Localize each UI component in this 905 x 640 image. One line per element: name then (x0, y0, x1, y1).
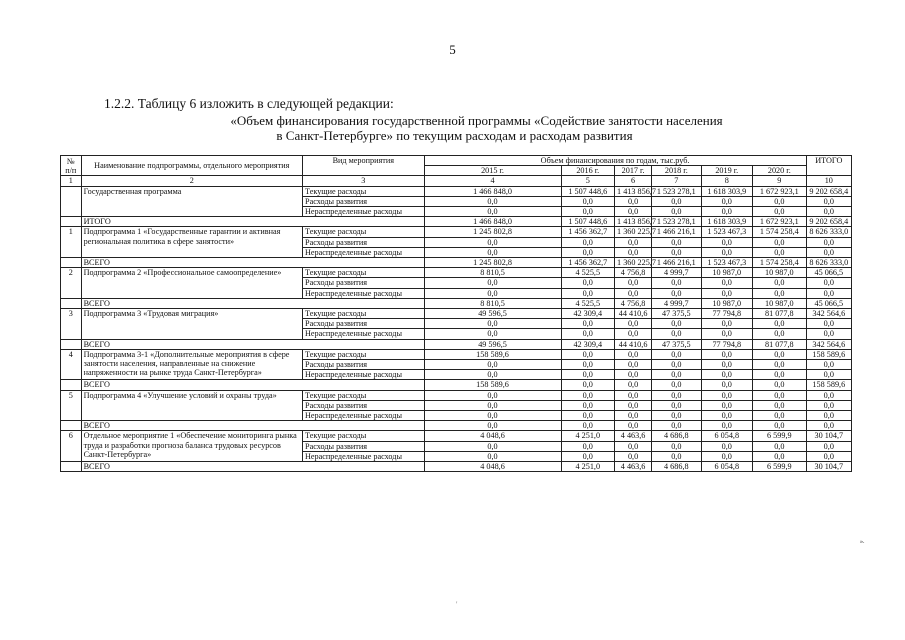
year-value: 81 077,8 (753, 309, 807, 319)
year-value: 0,0 (753, 329, 807, 339)
summary-value: 42 309,4 (561, 339, 615, 349)
year-value: 6 599,9 (753, 431, 807, 441)
summary-value: 1 466 216,1 (652, 258, 701, 268)
year-value: 77 794,8 (701, 309, 752, 319)
year-value: 1 456 362,7 (561, 227, 615, 237)
year-value: 1 523 278,1 (652, 186, 701, 196)
program-name: Подпрограмма 2 «Профессиональное самоопределение» (81, 268, 302, 299)
summary-label: ВСЕГО (81, 298, 424, 308)
year-header: 2020 г. (753, 166, 807, 176)
program-name: Отдельное мероприятие 1 «Обеспечение мониторинга рынка труда и разработки прогноза баланса трудовых ресурсов Санкт-Петербурга» (81, 431, 302, 462)
year-value: 0,0 (424, 370, 561, 380)
year-value: 0,0 (424, 360, 561, 370)
row-total: 0,0 (806, 370, 851, 380)
expense-type: Текущие расходы (303, 227, 425, 237)
year-value: 42 309,4 (561, 309, 615, 319)
summary-value: 4 756,8 (615, 298, 652, 308)
row-number: 5 (61, 390, 82, 421)
year-value: 0,0 (561, 247, 615, 257)
table-row (61, 309, 852, 319)
summary-label: ИТОГО (81, 217, 424, 227)
summary-value: 0,0 (701, 421, 752, 431)
program-name: Подпрограмма 3 «Трудовая миграция» (81, 309, 302, 340)
year-value: 0,0 (701, 237, 752, 247)
year-value: 0,0 (753, 278, 807, 288)
year-value: 0,0 (615, 329, 652, 339)
table-row (61, 268, 852, 278)
program-name: Государственная программа (81, 186, 302, 217)
year-value: 0,0 (652, 349, 701, 359)
expense-type: Расходы развития (303, 278, 425, 288)
row-total: 342 564,6 (806, 309, 851, 319)
end-quote-mark: ». (860, 539, 865, 545)
row-total: 0,0 (806, 288, 851, 298)
summary-spacer (61, 298, 82, 308)
summary-row (61, 298, 852, 308)
table-row (61, 431, 852, 441)
year-value: 0,0 (615, 451, 652, 461)
column-index-cell: 5 (561, 176, 615, 186)
row-total: 30 104,7 (806, 431, 851, 441)
row-number: 2 (61, 268, 82, 299)
year-value: 0,0 (652, 360, 701, 370)
year-header: 2017 г. (615, 166, 652, 176)
intro-line: 1.2.2. Таблицу 6 изложить в следующей редакции: (104, 96, 394, 111)
year-value: 0,0 (561, 451, 615, 461)
year-value: 0,0 (652, 247, 701, 257)
year-value: 0,0 (615, 278, 652, 288)
year-value: 0,0 (652, 411, 701, 421)
year-value: 0,0 (652, 451, 701, 461)
expense-type: Нераспределенные расходы (303, 451, 425, 461)
header-total: ИТОГО (806, 156, 851, 176)
row-total: 0,0 (806, 329, 851, 339)
year-value: 0,0 (701, 400, 752, 410)
row-total: 8 626 333,0 (806, 227, 851, 237)
year-value: 0,0 (561, 288, 615, 298)
summary-total: 45 066,5 (806, 298, 851, 308)
header-type: Вид мероприятия (303, 156, 425, 176)
summary-value: 6 054,8 (701, 462, 752, 472)
year-value: 4 048,6 (424, 431, 561, 441)
summary-value: 1 523 467,3 (701, 258, 752, 268)
expense-type: Расходы развития (303, 441, 425, 451)
year-value: 47 375,5 (652, 309, 701, 319)
year-value: 4 686,8 (652, 431, 701, 441)
column-index-cell: 10 (806, 176, 851, 186)
expense-type: Нераспределенные расходы (303, 329, 425, 339)
financing-table (60, 155, 852, 472)
year-value: 0,0 (652, 319, 701, 329)
summary-value: 1 360 225,7 (615, 258, 652, 268)
year-value: 0,0 (652, 207, 701, 217)
expense-type: Нераспределенные расходы (303, 207, 425, 217)
summary-label: ВСЕГО (81, 462, 424, 472)
year-value: 44 410,6 (615, 309, 652, 319)
row-total: 0,0 (806, 411, 851, 421)
summary-spacer (61, 421, 82, 431)
year-value: 0,0 (753, 451, 807, 461)
year-value: 0,0 (561, 360, 615, 370)
row-number: 1 (61, 227, 82, 258)
year-value: 4 463,6 (615, 431, 652, 441)
year-value: 0,0 (561, 349, 615, 359)
summary-value: 158 589,6 (424, 380, 561, 390)
summary-value: 4 999,7 (652, 298, 701, 308)
summary-spacer (61, 217, 82, 227)
summary-value: 1 574 258,4 (753, 258, 807, 268)
year-value: 1 507 448,6 (561, 186, 615, 196)
year-value: 0,0 (561, 196, 615, 206)
year-value: 0,0 (615, 441, 652, 451)
year-value: 0,0 (615, 237, 652, 247)
row-total: 45 066,5 (806, 268, 851, 278)
summary-value: 0,0 (424, 421, 561, 431)
expense-type: Текущие расходы (303, 349, 425, 359)
summary-total: 30 104,7 (806, 462, 851, 472)
summary-spacer (61, 258, 82, 268)
program-name: Подпрограмма 4 «Улучшение условий и охраны труда» (81, 390, 302, 421)
summary-value: 8 810,5 (424, 298, 561, 308)
row-total: 9 202 658,4 (806, 186, 851, 196)
year-value: 0,0 (424, 237, 561, 247)
expense-type: Нераспределенные расходы (303, 288, 425, 298)
year-header: 2019 г. (701, 166, 752, 176)
row-total: 158 589,6 (806, 349, 851, 359)
year-value: 0,0 (615, 400, 652, 410)
year-value: 0,0 (701, 247, 752, 257)
header-volume: Объем финансирования по годам, тыс.руб. (424, 156, 806, 166)
table-row (61, 227, 852, 237)
row-total: 0,0 (806, 441, 851, 451)
expense-type: Расходы развития (303, 400, 425, 410)
year-value: 0,0 (701, 360, 752, 370)
summary-value: 77 794,8 (701, 339, 752, 349)
row-number: 3 (61, 309, 82, 340)
row-number: 6 (61, 431, 82, 462)
summary-total: 0,0 (806, 421, 851, 431)
year-value: 0,0 (652, 390, 701, 400)
year-value: 0,0 (753, 360, 807, 370)
stray-mark: ' (456, 600, 458, 609)
summary-value: 1 618 303,9 (701, 217, 752, 227)
summary-row (61, 217, 852, 227)
summary-total: 158 589,6 (806, 380, 851, 390)
expense-type: Нераспределенные расходы (303, 370, 425, 380)
table-title-line-2: в Санкт-Петербурге» по текущим расходам и расходам развития (276, 128, 633, 143)
summary-value: 1 456 362,7 (561, 258, 615, 268)
year-value: 0,0 (615, 196, 652, 206)
year-value: 0,0 (615, 288, 652, 298)
expense-type: Текущие расходы (303, 309, 425, 319)
summary-value: 0,0 (753, 380, 807, 390)
year-value: 0,0 (652, 329, 701, 339)
summary-row (61, 462, 852, 472)
year-value: 0,0 (701, 441, 752, 451)
expense-type: Расходы развития (303, 237, 425, 247)
year-value: 1 360 225,7 (615, 227, 652, 237)
year-value: 0,0 (561, 390, 615, 400)
column-index-cell: 7 (652, 176, 701, 186)
expense-type: Расходы развития (303, 360, 425, 370)
year-value: 0,0 (424, 400, 561, 410)
year-value: 49 596,5 (424, 309, 561, 319)
year-value: 0,0 (424, 247, 561, 257)
summary-value: 0,0 (701, 380, 752, 390)
row-number (61, 186, 82, 217)
expense-type: Расходы развития (303, 196, 425, 206)
year-value: 0,0 (652, 196, 701, 206)
row-number: 4 (61, 349, 82, 380)
year-value: 0,0 (424, 329, 561, 339)
year-value: 0,0 (701, 451, 752, 461)
expense-type: Текущие расходы (303, 431, 425, 441)
summary-value: 1 466 848,0 (424, 217, 561, 227)
summary-value: 44 410,6 (615, 339, 652, 349)
summary-value: 10 987,0 (753, 298, 807, 308)
year-value: 0,0 (561, 400, 615, 410)
year-value: 10 987,0 (701, 268, 752, 278)
year-value: 4 999,7 (652, 268, 701, 278)
year-value: 10 987,0 (753, 268, 807, 278)
year-value: 0,0 (652, 441, 701, 451)
column-index-cell: 2 (81, 176, 302, 186)
summary-value: 0,0 (652, 421, 701, 431)
expense-type: Текущие расходы (303, 268, 425, 278)
year-value: 0,0 (753, 237, 807, 247)
year-value: 0,0 (424, 411, 561, 421)
year-header: 2016 г. (561, 166, 615, 176)
table-title-line-1: «Объем финансирования государственной программы «Содействие занятости населения (230, 113, 723, 128)
summary-total: 9 202 658,4 (806, 217, 851, 227)
page-number: 5 (449, 42, 456, 57)
year-value: 0,0 (424, 451, 561, 461)
expense-type: Расходы развития (303, 319, 425, 329)
row-total: 0,0 (806, 196, 851, 206)
column-index-cell: 4 (424, 176, 561, 186)
year-value: 6 054,8 (701, 431, 752, 441)
summary-value: 1 245 802,8 (424, 258, 561, 268)
year-value: 4 756,8 (615, 268, 652, 278)
year-value: 0,0 (753, 400, 807, 410)
summary-value: 4 525,5 (561, 298, 615, 308)
summary-spacer (61, 339, 82, 349)
program-name: Подпрограмма 1 «Государственные гарантии и активная региональная политика в сфере занятости» (81, 227, 302, 258)
year-value: 8 810,5 (424, 268, 561, 278)
expense-type: Текущие расходы (303, 390, 425, 400)
summary-label: ВСЕГО (81, 258, 424, 268)
row-total: 0,0 (806, 207, 851, 217)
column-index-cell: 1 (61, 176, 82, 186)
year-value: 158 589,6 (424, 349, 561, 359)
year-value: 0,0 (615, 411, 652, 421)
summary-value: 1 413 856,7 (615, 217, 652, 227)
summary-value: 4 251,0 (561, 462, 615, 472)
row-total: 0,0 (806, 319, 851, 329)
summary-total: 8 626 333,0 (806, 258, 851, 268)
summary-value: 0,0 (561, 421, 615, 431)
summary-label: ВСЕГО (81, 339, 424, 349)
year-value: 1 574 258,4 (753, 227, 807, 237)
summary-value: 1 672 923,1 (753, 217, 807, 227)
year-value: 0,0 (615, 390, 652, 400)
year-value: 0,0 (701, 411, 752, 421)
column-index-cell: 9 (753, 176, 807, 186)
summary-label: ВСЕГО (81, 421, 424, 431)
expense-type: Текущие расходы (303, 186, 425, 196)
row-total: 0,0 (806, 247, 851, 257)
year-value: 0,0 (701, 349, 752, 359)
year-value: 0,0 (753, 411, 807, 421)
column-index-cell: 6 (615, 176, 652, 186)
year-value: 1 466 216,1 (652, 227, 701, 237)
header-num: № п/п (61, 156, 82, 176)
row-total: 0,0 (806, 390, 851, 400)
year-value: 0,0 (424, 278, 561, 288)
year-value: 0,0 (652, 278, 701, 288)
year-value: 0,0 (615, 360, 652, 370)
year-value: 0,0 (615, 319, 652, 329)
summary-value: 4 048,6 (424, 462, 561, 472)
summary-row (61, 421, 852, 431)
year-value: 1 523 467,3 (701, 227, 752, 237)
row-total: 0,0 (806, 278, 851, 288)
summary-value: 10 987,0 (701, 298, 752, 308)
year-value: 0,0 (753, 349, 807, 359)
summary-value: 0,0 (753, 421, 807, 431)
table-row (61, 390, 852, 400)
year-value: 0,0 (615, 247, 652, 257)
summary-row (61, 380, 852, 390)
year-value: 0,0 (701, 390, 752, 400)
year-value: 0,0 (701, 196, 752, 206)
year-value: 0,0 (701, 319, 752, 329)
year-value: 0,0 (561, 207, 615, 217)
column-index-cell: 3 (303, 176, 425, 186)
year-value: 0,0 (424, 319, 561, 329)
summary-total: 342 564,6 (806, 339, 851, 349)
summary-value: 4 463,6 (615, 462, 652, 472)
row-total: 0,0 (806, 360, 851, 370)
year-value: 1 618 303,9 (701, 186, 752, 196)
year-value: 0,0 (424, 441, 561, 451)
year-value: 0,0 (561, 278, 615, 288)
year-value: 0,0 (424, 390, 561, 400)
year-value: 1 672 923,1 (753, 186, 807, 196)
summary-row (61, 339, 852, 349)
year-value: 0,0 (753, 207, 807, 217)
table-row (61, 186, 852, 196)
year-value: 0,0 (652, 400, 701, 410)
year-value: 0,0 (753, 247, 807, 257)
summary-value: 47 375,5 (652, 339, 701, 349)
year-value: 0,0 (701, 207, 752, 217)
row-total: 0,0 (806, 400, 851, 410)
summary-spacer (61, 380, 82, 390)
expense-type: Нераспределенные расходы (303, 411, 425, 421)
year-value: 0,0 (701, 288, 752, 298)
year-value: 4 525,5 (561, 268, 615, 278)
year-value: 0,0 (753, 441, 807, 451)
year-value: 0,0 (701, 329, 752, 339)
year-value: 0,0 (561, 329, 615, 339)
year-value: 1 466 848,0 (424, 186, 561, 196)
program-name: Подпрограмма 3-1 «Дополнительные мероприятия в сфере занятости населения, направленные на снижение напряженности на рынке труда Санкт-Петербурга» (81, 349, 302, 380)
year-value: 0,0 (701, 278, 752, 288)
year-value: 0,0 (615, 207, 652, 217)
summary-value: 4 686,8 (652, 462, 701, 472)
year-value: 0,0 (753, 196, 807, 206)
year-value: 0,0 (753, 288, 807, 298)
header-name: Наименование подпрограммы, отдельного мероприятия (81, 156, 302, 176)
year-value: 0,0 (561, 237, 615, 247)
year-value: 0,0 (753, 370, 807, 380)
year-value: 0,0 (701, 370, 752, 380)
summary-value: 6 599,9 (753, 462, 807, 472)
summary-label: ВСЕГО (81, 380, 424, 390)
year-value: 0,0 (561, 411, 615, 421)
year-value: 0,0 (424, 288, 561, 298)
year-value: 4 251,0 (561, 431, 615, 441)
summary-value: 0,0 (561, 380, 615, 390)
summary-spacer (61, 462, 82, 472)
year-value: 0,0 (561, 370, 615, 380)
year-value: 1 245 802,8 (424, 227, 561, 237)
summary-value: 49 596,5 (424, 339, 561, 349)
year-value: 0,0 (424, 207, 561, 217)
summary-value: 1 523 278,1 (652, 217, 701, 227)
table-row (61, 349, 852, 359)
expense-type: Нераспределенные расходы (303, 247, 425, 257)
summary-row (61, 258, 852, 268)
column-index-cell: 8 (701, 176, 752, 186)
year-value: 0,0 (615, 370, 652, 380)
year-value: 0,0 (652, 237, 701, 247)
year-value: 0,0 (561, 441, 615, 451)
summary-value: 1 507 448,6 (561, 217, 615, 227)
year-value: 0,0 (424, 196, 561, 206)
summary-value: 81 077,8 (753, 339, 807, 349)
year-value: 0,0 (652, 288, 701, 298)
year-value: 0,0 (652, 370, 701, 380)
summary-value: 0,0 (652, 380, 701, 390)
year-value: 0,0 (561, 319, 615, 329)
year-value: 0,0 (615, 349, 652, 359)
year-value: 1 413 856,7 (615, 186, 652, 196)
summary-value: 0,0 (615, 380, 652, 390)
row-total: 0,0 (806, 237, 851, 247)
year-header: 2015 г. (424, 166, 561, 176)
row-total: 0,0 (806, 451, 851, 461)
year-value: 0,0 (753, 319, 807, 329)
summary-value: 0,0 (615, 421, 652, 431)
year-value: 0,0 (753, 390, 807, 400)
year-header: 2018 г. (652, 166, 701, 176)
